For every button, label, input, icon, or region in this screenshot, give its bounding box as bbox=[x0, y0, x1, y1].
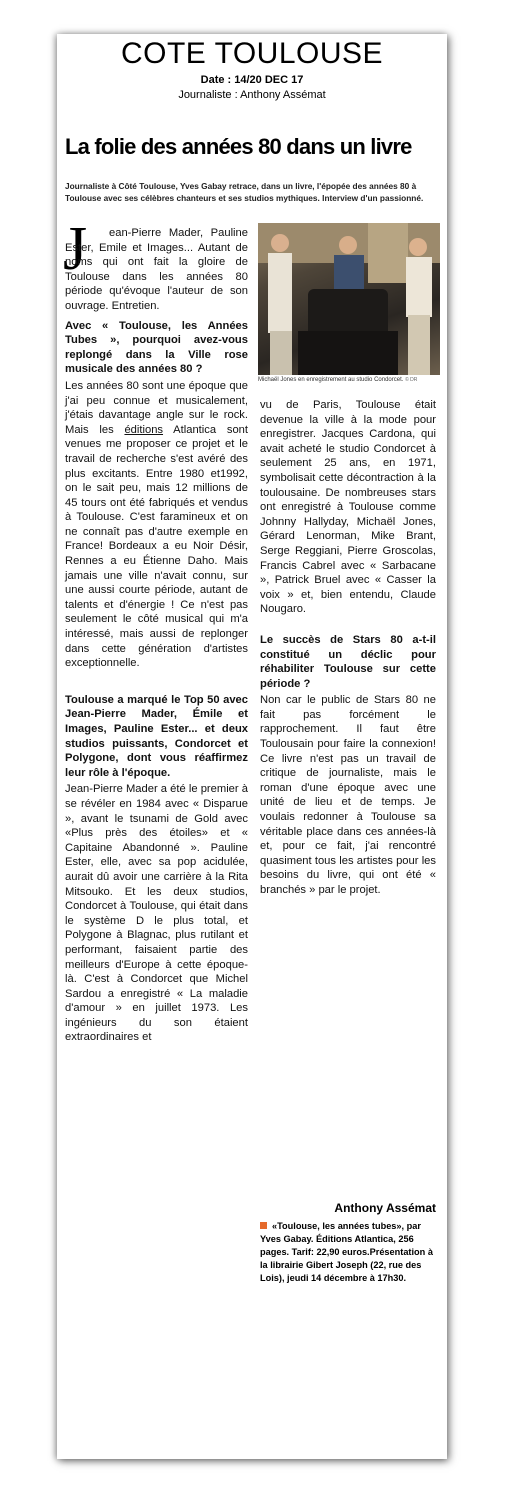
drop-cap: J bbox=[63, 215, 88, 283]
answer-3: Non car le public de Stars 80 ne fait pas forcément le rapprochement. Il faut être Toulousain pour faire la connexion! Ce livre n'est pas un travail de critique de journaliste, mais le roman d'une époque avec une unité de lieu et de temps. Je voulais redonner à Toulouse sa véritable place dans ces années-là et, pour ce fait, j'ai rencontré quasiment tous les artistes pour les besoins du livre, qui ont été « branchés » par le projet. bbox=[260, 694, 436, 896]
studio-photo bbox=[258, 223, 440, 375]
photo-caption bbox=[258, 376, 440, 385]
answer-2: Jean-Pierre Mader a été le premier à se révéler en 1984 avec « Disparue », avant le tsunami de Gold avec «Plus près des étoiles» et « Capitaine Abandonné ». Pauline Ester, elle, avec sa pop acidulée, aurait dû avoir une carrière à la Rita Mitsouko. Et les deux studios, Condorcet à Toulouse, qui était dans le système D le plus total, et Polygone à Blagnac, plus rutilant et performant, faisaient partie des meilleurs d'Europe à cette époque-là. C'est à Condorcet que Michel Sardou a enregistré « La maladie d'amour » en juillet 1973. Les ingénieurs du son étaient extraordinaires et bbox=[65, 783, 248, 1044]
author-signature: Anthony Assémat bbox=[334, 1201, 436, 1215]
answer-1-part-2: Atlantica sont venues me proposer ce projet et le travail de recherche s'est avéré des plus excitants. Entre 1980 et1992, on le sait peu, mais 12 millions de 45 tours ont été fabriqués et vendus à Toulouse. C'est faramineux et on ne connaît pas d'autre exemple en France! Bordeaux a eu Noir Désir, Rennes a eu Étienne Daho. Mais jamais une ville n'avait connu, sur une aussi courte période, autant de talents et d'énergie ! Ce n'est pas seulement le côté musical qui m'a intéressé, mais aussi de replonger dans cette génération d'artistes exceptionnelle. bbox=[65, 423, 248, 670]
journalist-line: Journaliste : Anthony Assémat bbox=[178, 89, 326, 101]
newspaper-clipping bbox=[57, 34, 447, 1459]
studio-photo-illustration bbox=[258, 223, 440, 375]
answer-1-link: éditions bbox=[124, 423, 164, 436]
article-intro: ean-Pierre Mader, Pauline Ester, Emile et Images... Autant de noms qui ont fait la gloire de Toulouse dans les années 80 période qu'évoque l'auteur de son ouvrage. Entretien. bbox=[65, 227, 248, 312]
answer-1 bbox=[65, 379, 248, 671]
article-deck: Journaliste à Côté Toulouse, Yves Gabay retrace, dans un livre, l'épopée des années 80 à Toulouse avec ses célèbres chanteurs et ses studios mythiques. Interview d'un passionné. bbox=[65, 181, 424, 203]
publication-date: Date : 14/20 DEC 17 bbox=[200, 74, 304, 86]
masthead: COTE TOULOUSE bbox=[120, 37, 384, 70]
article-column-2 bbox=[260, 398, 436, 903]
article-column-1 bbox=[65, 226, 248, 1050]
question-1: Avec « Toulouse, les Années Tubes », pourquoi avez-vous replongé dans la Ville rose musicale des années 80 ? bbox=[65, 319, 248, 376]
answer-1-part-1: Les années 80 sont une époque que j'ai peu connue et musicalement, j'étais davantage angle sur le rock. Mais les bbox=[65, 379, 248, 436]
orange-square-bullet bbox=[260, 1222, 267, 1229]
book-info-text: «Toulouse, les années tubes», par Yves Gabay. Éditions Atlantica, 256 pages. Tarif: 22,90 euros.Présentation à la librairie Gibert Joseph (22, rue des Lois), jeudi 14 décembre à 17h30. bbox=[260, 1221, 433, 1283]
question-3: Le succès de Stars 80 a-t-il constitué un déclic pour réhabiliter Toulouse sur cette période ? bbox=[260, 633, 436, 690]
question-2: Toulouse a marqué le Top 50 avec Jean-Pierre Mader, Émile et Images, Pauline Ester... et deux studios puissants, Condorcet et Polygone, dont vous réaffirmez leur rôle à l'époque. bbox=[65, 693, 248, 779]
photo-caption-text: Michaël Jones en enregistrement au studio Condorcet. bbox=[258, 377, 404, 383]
answer-2-continued: vu de Paris, Toulouse était devenue la ville à la mode pour enregistrer. Jacques Cardona, qui avait acheté le studio Condorcet à seulement 25 ans, en 1971, symbolisait cette décontraction à la toulousaine. De nombreuses stars ont enregistré à Toulouse comme Johnny Hallyday, Michaël Jones, Gérard Lenorman, Mike Brant, Serge Reggiani, Pierre Groscolas, Francis Cabrel avec « Sarbacane », Patrick Bruel avec « Casser la voix » et, bien entendu, Claude Nougaro. bbox=[260, 399, 436, 616]
article-headline: La folie des années 80 dans un livre bbox=[65, 134, 412, 159]
photo-credit: © DR bbox=[405, 377, 418, 383]
book-info bbox=[260, 1220, 436, 1285]
